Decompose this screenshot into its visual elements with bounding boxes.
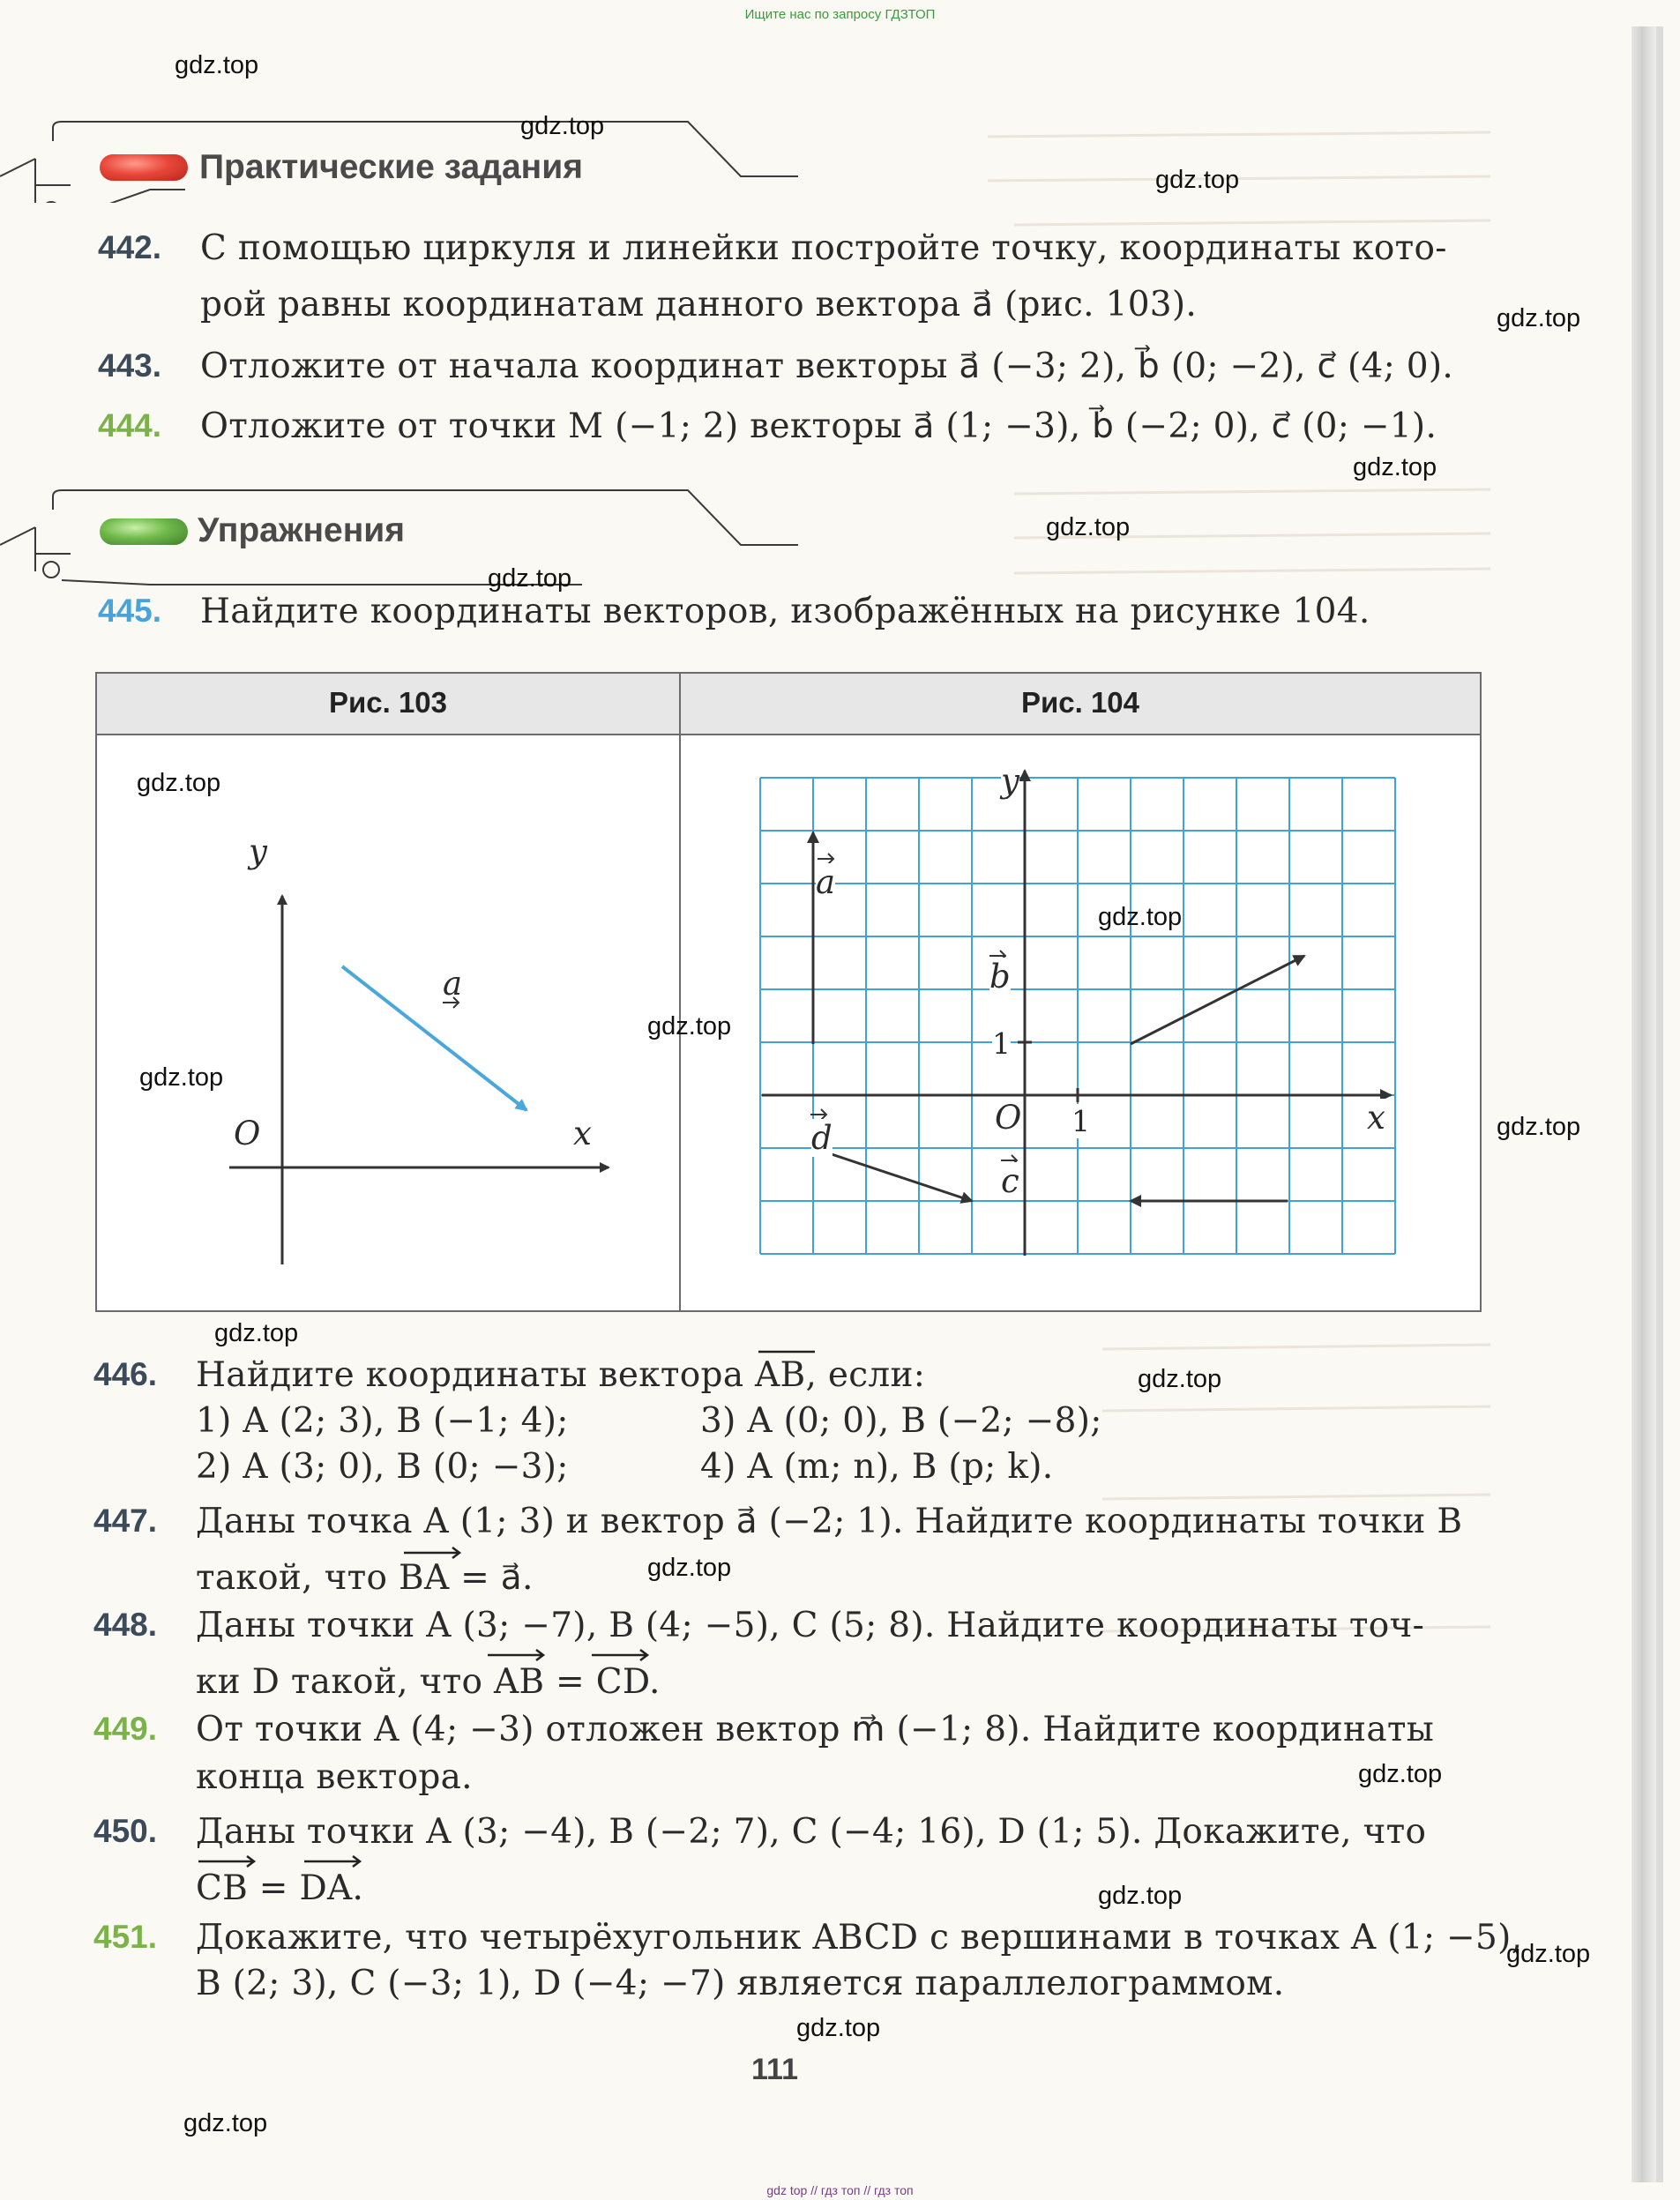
problem-450-line2: CB = DA. <box>196 1868 364 1908</box>
problem-443-line1: Отложите от начала координат векторы a⃗ (−3; 2), b⃗ (0; −2), c⃗ (4; 0). <box>200 347 1454 386</box>
header-note: Ищите нас по запросу ГДЗТОП <box>744 7 936 22</box>
fig104-y-label: y <box>1001 762 1019 800</box>
fig104-vector-b-label: b <box>989 958 1011 996</box>
fig104-one-y-label: 1 <box>992 1026 1011 1061</box>
watermark: gdz.top <box>1046 513 1131 541</box>
problem-446-case2: 2) A (3; 0), B (0; −3); <box>196 1447 569 1487</box>
fig103-origin-label: O <box>234 1115 261 1152</box>
fig104-one-x-label: 1 <box>1071 1104 1090 1138</box>
problem-447-line2: такой, что BA = a⃗. <box>196 1558 534 1598</box>
watermark: gdz.top <box>183 2109 268 2137</box>
watermark: gdz.top <box>214 1319 299 1347</box>
fig104-grid <box>760 778 1395 1254</box>
page-number: 111 <box>751 2053 798 2086</box>
problem-451-number: 451. <box>93 1919 158 1955</box>
problem-442-number: 442. <box>98 229 162 265</box>
vector-arrow-CB-450 <box>196 1853 263 1869</box>
fig104-vector-c-label: c <box>1001 1162 1019 1200</box>
fig103-x-label: x <box>573 1115 592 1152</box>
watermark: gdz.top <box>796 2014 881 2042</box>
vector-arrow-DA-450 <box>302 1853 369 1869</box>
problem-446-case4: 4) A (m; n), B (p; k). <box>700 1447 1054 1487</box>
problem-451-line2: B (2; 3), C (−3; 1), D (−4; −7) является параллелограммом. <box>196 1964 1285 2003</box>
problem-449-line1: От точки A (4; −3) отложен вектор m⃗ (−1; 8). Найдите координаты <box>196 1710 1435 1749</box>
problem-442-line2: рой равны координатам данного вектора a⃗ (рис. 103). <box>200 285 1198 324</box>
problem-448-line2: ки D такой, что AB = CD. <box>196 1662 661 1702</box>
fig104-vector-d-label: d <box>811 1119 833 1157</box>
watermark: gdz.top <box>647 1554 732 1582</box>
problem-445-line1: Найдите координаты векторов, изображённых на рисунке 104. <box>200 592 1370 631</box>
problem-444-number: 444. <box>98 407 162 444</box>
problem-443-number: 443. <box>98 347 162 384</box>
fig104-vector-b <box>1131 956 1304 1044</box>
problem-446-line1: Найдите координаты вектора AB, если: <box>196 1355 926 1395</box>
watermark: gdz.top <box>520 112 605 140</box>
fig103-vector-a-label: a <box>443 965 463 1003</box>
red-pill-icon <box>100 154 188 181</box>
watermark: gdz.top <box>139 1063 224 1092</box>
problem-447-line1: Даны точка A (1; 3) и вектор a⃗ (−2; 1). Найдите координаты точки B <box>196 1502 1463 1541</box>
problem-449-number: 449. <box>93 1711 158 1747</box>
overline-AB-446 <box>757 1346 818 1358</box>
problem-446-case3: 3) A (0; 0), B (−2; −8); <box>700 1401 1102 1441</box>
watermark: gdz.top <box>488 564 572 593</box>
fig103-y-label: y <box>249 832 267 870</box>
problem-446-number: 446. <box>93 1356 158 1392</box>
problem-450-number: 450. <box>93 1813 158 1849</box>
watermark: gdz.top <box>1353 453 1437 481</box>
fig104-vector-a-label: a <box>816 863 836 901</box>
footer-note: gdz top // гдз топ // гдз топ <box>766 2183 914 2197</box>
problem-448-line1: Даны точки A (3; −7), B (4; −5), C (5; 8). Найдите координаты точ- <box>196 1606 1425 1645</box>
watermark: gdz.top <box>1358 1760 1443 1788</box>
fig103-caption: Рис. 103 <box>328 686 448 719</box>
fig104-vector-d <box>813 1148 972 1201</box>
watermark: gdz.top <box>1497 304 1581 332</box>
vector-arrow-CD-448 <box>589 1647 656 1663</box>
fig104-x-label: x <box>1367 1099 1385 1137</box>
problem-444-line1: Отложите от точки M (−1; 2) векторы a⃗ (1; −3), b⃗ (−2; 0), c⃗ (0; −1). <box>200 406 1437 446</box>
problem-451-line1: Докажите, что четырёхугольник ABCD с вершинами в точках A (1; −5), <box>196 1918 1523 1958</box>
vector-arrow-AB-448 <box>485 1647 552 1663</box>
fig103-diagram <box>97 735 677 1309</box>
problem-445-number: 445. <box>98 593 162 629</box>
watermark: gdz.top <box>137 769 221 797</box>
problem-448-number: 448. <box>93 1607 158 1643</box>
vector-arrow-BA-447 <box>401 1545 467 1561</box>
section-title-exercises: Упражнения <box>198 511 406 549</box>
problem-446-case1: 1) A (2; 3), B (−1; 4); <box>196 1401 569 1441</box>
watermark: gdz.top <box>1098 1882 1183 1910</box>
watermark: gdz.top <box>1098 903 1183 931</box>
watermark: gdz.top <box>647 1012 732 1040</box>
fig104-caption: Рис. 104 <box>1020 686 1140 719</box>
watermark: gdz.top <box>1497 1113 1581 1141</box>
watermark: gdz.top <box>1138 1365 1222 1393</box>
problem-447-number: 447. <box>93 1503 158 1539</box>
fig104-origin-label: O <box>995 1099 1022 1137</box>
watermark: gdz.top <box>1506 1940 1591 1968</box>
watermark: gdz.top <box>1155 166 1240 194</box>
green-pill-icon <box>100 518 188 545</box>
problem-442-line1: С помощью циркуля и линейки постройте точку, координаты кото- <box>200 228 1447 268</box>
fig103-vector-a <box>342 966 526 1110</box>
problem-450-line1: Даны точки A (3; −4), B (−2; 7), C (−4; 16), D (1; 5). Докажите, что <box>196 1812 1427 1852</box>
fig104-diagram <box>681 735 1478 1309</box>
section-title-practical: Практические задания <box>199 148 583 186</box>
problem-449-line2: конца вектора. <box>196 1757 473 1797</box>
figure-table <box>95 672 1482 1312</box>
watermark: gdz.top <box>175 51 259 79</box>
